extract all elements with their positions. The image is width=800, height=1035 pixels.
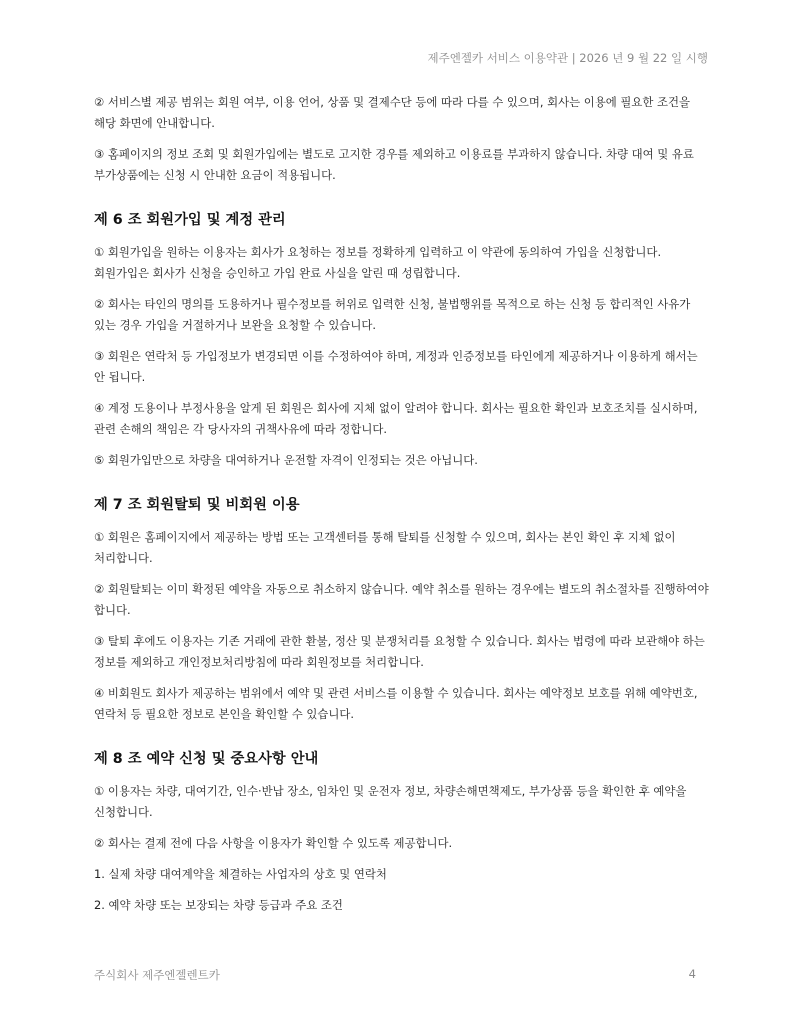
article-6-title: 제 6 조 회원가입 및 계정 관리 <box>94 212 286 228</box>
article-6-paragraph-1: ① 회원가입을 원하는 이용자는 회사가 요청하는 정보를 정확하게 입력하고 이 약관에 동의하여 가입을 신청합니다. 회원가입은 회사가 신청을 승인하고 가입 완료 사실을 알린 때 성립합니다. <box>94 245 662 280</box>
article-5-paragraph-2: ② 서비스별 제공 범위는 회원 여부, 이용 언어, 상품 및 결제수단 등에 따라 다를 수 있으며, 회사는 이용에 필요한 조건을 해당 화면에 안내합니다. <box>94 95 691 130</box>
article-8-list-item-2: 2. 예약 차량 또는 보장되는 차량 등급과 주요 조건 <box>94 898 343 912</box>
article-8-paragraph-2: ② 회사는 결제 전에 다음 사항을 이용자가 확인할 수 있도록 제공합니다. <box>94 836 453 850</box>
footer-company: 주식회사 제주엔젤렌트카 <box>94 968 220 982</box>
article-6-paragraph-3: ③ 회원은 연락처 등 가입정보가 변경되면 이를 수정하여야 하며, 계정과 인증정보를 타인에게 제공하거나 이용하게 해서는 안 됩니다. <box>94 349 698 384</box>
article-6-paragraph-2: ② 회사는 타인의 명의를 도용하거나 필수정보를 허위로 입력한 신청, 불법행위를 목적으로 하는 신청 등 합리적인 사유가 있는 경우 가입을 거절하거나 보완을 요청할 수 있습니다. <box>94 297 691 332</box>
article-7-title: 제 7 조 회원탈퇴 및 비회원 이용 <box>94 497 300 513</box>
page-content <box>94 92 710 926</box>
article-8-list-item-1: 1. 실제 차량 대여계약을 체결하는 사업자의 상호 및 연락처 <box>94 867 387 881</box>
article-8-title: 제 8 조 예약 신청 및 중요사항 안내 <box>94 751 319 767</box>
running-header: 제주엔젤카 서비스 이용약관 | 2026 년 9 월 22 일 시행 <box>427 51 708 65</box>
article-7-paragraph-1: ① 회원은 홈페이지에서 제공하는 방법 또는 고객센터를 통해 탈퇴를 신청할 수 있으며, 회사는 본인 확인 후 지체 없이 처리합니다. <box>94 530 676 565</box>
page-number: 4 <box>688 967 696 981</box>
article-6-paragraph-5: ⑤ 회원가입만으로 차량을 대여하거나 운전할 자격이 인정되는 것은 아닙니다. <box>94 453 478 467</box>
article-7-paragraph-3: ③ 탈퇴 후에도 이용자는 기존 거래에 관한 환불, 정산 및 분쟁처리를 요청할 수 있습니다. 회사는 법령에 따라 보관해야 하는 정보를 제외하고 개인정보처리방침에 따라 회원정보를 처리합니다. <box>94 634 705 669</box>
article-8-paragraph-1: ① 이용자는 차량, 대여기간, 인수·반납 장소, 임차인 및 운전자 정보, 차량손해면책제도, 부가상품 등을 확인한 후 예약을 신청합니다. <box>94 784 687 819</box>
article-7-paragraph-2: ② 회원탈퇴는 이미 확정된 예약을 자동으로 취소하지 않습니다. 예약 취소를 원하는 경우에는 별도의 취소절차를 진행하여야 합니다. <box>94 582 709 617</box>
article-5-paragraph-3: ③ 홈페이지의 정보 조회 및 회원가입에는 별도로 고지한 경우를 제외하고 이용료를 부과하지 않습니다. 차량 대여 및 유료 부가상품에는 신청 시 안내한 요금이 적용됩니다. <box>94 147 694 182</box>
article-6-paragraph-4: ④ 계정 도용이나 부정사용을 알게 된 회원은 회사에 지체 없이 알려야 합니다. 회사는 필요한 확인과 보호조치를 실시하며, 관련 손해의 책임은 각 당사자의 귀책사유에 따라 정합니다. <box>94 401 698 436</box>
article-7-paragraph-4: ④ 비회원도 회사가 제공하는 범위에서 예약 및 관련 서비스를 이용할 수 있습니다. 회사는 예약정보 보호를 위해 예약번호, 연락처 등 필요한 정보로 본인을 확인할 수 있습니다. <box>94 686 698 721</box>
